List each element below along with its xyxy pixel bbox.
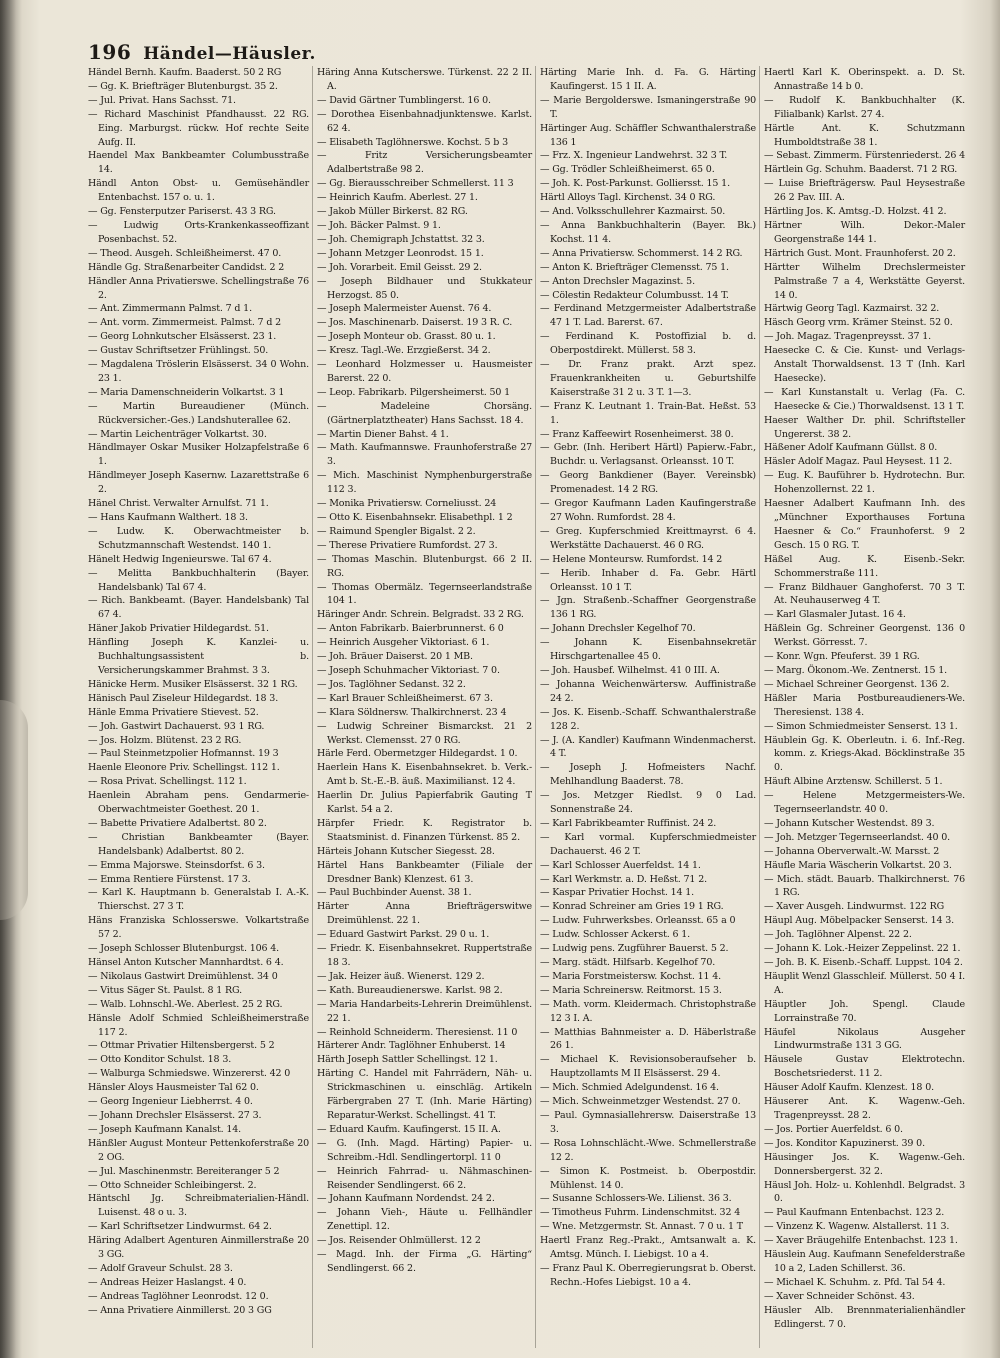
running-head: Händel—Häusler. (143, 44, 316, 64)
directory-entry: — Georg Ingenieur Liebherrst. 4 0. (88, 1096, 253, 1108)
directory-entry: Härting C. Handel mit Fahrrädern, Näh- u. Strickmaschinen u. einschläg. Artikeln Färbergraben 27 T. (Inh. Marie Härting) Reparatur-Werkst. Schellingst. 41 T. (317, 1068, 532, 1121)
binding-shadow (0, 0, 22, 1358)
directory-entry: — Gg. Trödler Schleißheimerst. 65 0. (540, 164, 715, 176)
directory-entry: — Anton K. Briefträger Clemensst. 75 1. (540, 261, 729, 273)
directory-entry: — Karl Glasmaler Jutast. 16 4. (764, 609, 906, 621)
directory-entry: — Paul Buchbinder Auenst. 38 1. (317, 887, 472, 899)
directory-entry: Händlmayer Oskar Musiker Holzapfelstraße 6 1. (88, 442, 309, 468)
column-2 (312, 66, 535, 1348)
directory-entry: — Ludw. Schlosser Ackerst. 6 1. (540, 929, 691, 941)
directory-entry: Häuslein Aug. Kaufmann Senefelderstraße 10 a 2, Laden Schillerst. 36. (764, 1249, 965, 1274)
directory-entry: — Karl K. Hauptmann b. Generalstab I. A.-K. Thierschst. 27 3 T. (88, 887, 309, 913)
directory-entry: — Heinrich Kaufm. Aberlest. 27 1. (317, 192, 478, 204)
directory-entry: — Thomas Maschin. Blutenburgst. 66 2 II. RG. (317, 553, 532, 579)
directory-entry: — Joseph Kaufmann Kanalst. 14. (88, 1123, 242, 1135)
directory-entry: — Simon K. Postmeist. b. Oberpostdir. Mühlenst. 14 0. (540, 1165, 756, 1191)
directory-entry: Hänsel Anton Kutscher Mannhardtst. 6 4. (88, 957, 284, 968)
directory-entry: — Hans Kaufmann Walthert. 18 3. (88, 512, 248, 523)
directory-entry: — Anton Fabrikarb. Baierbrunnerst. 6 0 (317, 623, 504, 635)
directory-entry: — Fritz Versicherungsbeamter Adalbertstraße 98 2. (317, 150, 532, 176)
directory-entry: — Gg. Bierausschreiber Schmellerst. 11 3 (317, 178, 514, 190)
directory-entry: Härtlein Gg. Schuhm. Baaderst. 71 2 RG. (764, 164, 958, 176)
directory-entry: Häuser Adolf Kaufm. Klenzest. 18 0. (764, 1082, 934, 1094)
directory-entry: — Franz Paul K. Oberregierungsrat b. Oberst. Rechn.-Hofes Liebigst. 10 a 4. (540, 1262, 756, 1288)
directory-entry: — Paul Kaufmann Entenbachst. 123 2. (764, 1207, 945, 1219)
directory-entry: Häns Franziska Schlosserswe. Volkartstraße 57 2. (88, 915, 309, 941)
directory-entry: — Ludwig Schreiner Bismarckst. 21 2 Werkst. Clemensst. 27 0 RG. (317, 720, 532, 746)
directory-entry: — Joh. Vorarbeit. Emil Geisst. 29 2. (317, 261, 482, 273)
directory-entry: — Karl Schriftsetzer Lindwurmst. 64 2. (88, 1221, 272, 1233)
directory-entry: — Mich. Maschinist Nymphenburgerstraße 112 3. (317, 470, 532, 496)
directory-entry: Häsch Georg vrm. Krämer Steinst. 52 0. (764, 317, 953, 329)
directory-entry: — Maria Schreinersw. Reitmorst. 15 3. (540, 984, 722, 996)
directory-entry: — Jakob Müller Birkerst. 82 RG. (317, 206, 468, 218)
directory-entry: — Otto Konditor Schulst. 18 3. (88, 1054, 232, 1066)
directory-entry: — Georg Lohnkutscher Elsässerst. 23 1. (88, 331, 277, 343)
directory-entry: — Georg Bankdiener (Bayer. Vereinsbk) Promenadest. 14 2 RG. (540, 470, 756, 496)
directory-entry: Händl Anton Obst- u. Gemüsehändler Entenbachst. 157 o. u. 1. (88, 178, 309, 204)
directory-entry: — Helene Monteursw. Rumfordst. 14 2 (540, 553, 723, 565)
directory-entry: — Gg. Fensterputzer Pariserst. 43 3 RG. (88, 206, 276, 218)
directory-entry: — Monika Privatiersw. Corneliusst. 24 (317, 498, 497, 510)
directory-entry: Haendel Max Bankbeamter Columbusstraße 14. (88, 150, 309, 176)
directory-entry: — Emma Rentiere Fürstenst. 17 3. (88, 873, 251, 885)
directory-entry: — Joh. B. K. Eisenb.-Schaff. Luppst. 104 2. (764, 957, 963, 968)
directory-entry: — Joh. Hausbef. Wilhelmst. 41 0 III. A. (540, 664, 720, 676)
directory-entry: Häufle Maria Wäscherin Volkartst. 20 3. (764, 859, 952, 871)
directory-entry: — Helene Metzgermeisters-We. Tegernseerlandstr. 40 0. (764, 790, 965, 816)
directory-entry: Härtel Hans Bankbeamter (Filiale der Dresdner Bank) Klenzest. 61 3. (317, 859, 532, 885)
directory-entry: — Franz Kaffeewirt Rosenheimerst. 38 0. (540, 428, 734, 440)
directory-entry: — Raimund Spengler Bigalst. 2 2. (317, 525, 476, 537)
directory-entry: Hänsler Aloys Hausmeister Tal 62 0. (88, 1082, 259, 1094)
directory-entry: — Jos. Portier Auerfeldst. 6 0. (764, 1123, 903, 1135)
directory-entry: — Wne. Metzgermstr. St. Annast. 7 0 u. 1 T (540, 1221, 743, 1233)
directory-entry: Härtter Wilhelm Drechslermeister Palmstraße 7 a 4, Werkstätte Geyerst. 14 0. (764, 261, 965, 301)
directory-entry: Häringer Andr. Schrein. Belgradst. 33 2 RG. (317, 609, 524, 621)
directory-entry: — Dr. Franz prakt. Arzt spez. Frauenkrankheiten u. Geburtshilfe Kaiserstraße 31 2 u. 3 T. 1—3. (540, 359, 756, 398)
directory-entry: Härtl Alloys Tagl. Kirchenst. 34 0 RG. (540, 192, 716, 204)
directory-entry: Härth Joseph Sattler Schellingst. 12 1. (317, 1054, 498, 1066)
directory-entry: — Madeleine Chorsäng. (Gärtnerplatztheater) Hans Sachsst. 18 4. (317, 400, 532, 426)
directory-entry: — Rich. Bankbeamt. (Bayer. Handelsbank) Tal 67 4. (88, 595, 309, 621)
directory-entry: — Therese Privatiere Rumfordst. 27 3. (317, 539, 498, 551)
directory-entry: Häßener Adolf Kaufmann Güllst. 8 0. (764, 442, 938, 454)
directory-entry: — Ludwig pens. Zugführer Bauerst. 5 2. (540, 943, 729, 955)
directory-entry: — Karl Werkmstr. a. D. Heßst. 71 2. (540, 873, 707, 885)
directory-entry: — Luise Briefträgersw. Paul Heysestraße 26 2 Pav. III. A. (764, 178, 965, 204)
directory-entry: — Kath. Bureaudienerswe. Karlst. 98 2. (317, 984, 503, 996)
directory-entry: — Joh. K. Post-Parkunst. Golliersst. 15 1. (540, 178, 730, 190)
directory-entry: — Joh. Bräuer Daiserst. 20 1 MB. (317, 651, 473, 663)
page-clip (0, 700, 28, 920)
directory-entry: — Jos. Konditor Kapuzinerst. 39 0. (764, 1137, 925, 1149)
directory-entry: Häufel Nikolaus Ausgeher Lindwurmstraße 131 3 GG. (764, 1026, 965, 1052)
directory-entry: — Johann Metzger Leonrodst. 15 1. (317, 247, 484, 259)
directory-entry: — Jos. Reisender Ohlmüllerst. 12 2 (317, 1235, 481, 1247)
directory-entry: — Jul. Privat. Hans Sachsst. 71. (88, 94, 236, 106)
directory-entry: — Leonhard Holzmesser u. Hausmeister Barerst. 22 0. (317, 359, 532, 384)
directory-entry: — Michael K. Schuhm. z. Pfd. Tal 54 4. (764, 1276, 946, 1288)
directory-entry: — Paul Steinmetzpolier Hofmannst. 19 3 (88, 748, 279, 760)
directory-entry: — Ludw. Fuhrwerksbes. Orleansst. 65 a 0 (540, 915, 736, 927)
directory-entry: — Elisabeth Taglöhnerswe. Kochst. 5 b 3 (317, 136, 508, 148)
directory-entry: Händel Bernh. Kaufm. Baaderst. 50 2 RG (88, 67, 282, 78)
directory-entry: — Johann Kutscher Westendst. 89 3. (764, 817, 935, 829)
directory-entry: Hänsle Adolf Schmied Schleißheimerstraße 117 2. (88, 1012, 309, 1038)
directory-entry: — Anton Drechsler Magazinst. 5. (540, 275, 695, 287)
directory-entry: Häßlein Gg. Schreiner Georgenst. 136 0 Werkst. Görresst. 7. (764, 623, 965, 649)
directory-entry: — Jak. Heizer äuß. Wienerst. 129 2. (317, 970, 485, 982)
directory-entry: Härtwig Georg Tagl. Kazmairst. 32 2. (764, 303, 940, 315)
directory-entry: — Adolf Graveur Schulst. 28 3. (88, 1262, 233, 1274)
directory-entry: — Herib. Inhaber d. Fa. Gebr. Härtl Orleansst. 10 1 T. (540, 567, 756, 593)
directory-entry: — Joseph J. Hofmeisters Nachf. Mehlhandlung Baaderst. 78. (540, 762, 756, 788)
directory-entry: — Marie Bergolderswe. Ismaningerstraße 90 T. (540, 94, 756, 120)
directory-entry: — Maria Handarbeits-Lehrerin Dreimühlenst. 22 1. (317, 998, 532, 1024)
column-3 (535, 66, 759, 1348)
directory-entry: Haenle Eleonore Priv. Schellingst. 112 1. (88, 762, 280, 774)
directory-entry: — Friedr. K. Eisenbahnsekret. Ruppertstraße 18 3. (317, 943, 532, 968)
directory-entry: — Walb. Lohnschl.-We. Aberlest. 25 2 RG. (88, 998, 283, 1010)
directory-entry: — Melitta Bankbuchhalterin (Bayer. Handelsbank) Tal 67 4. (88, 567, 309, 593)
directory-entry: — Greg. Kupferschmied Kreittmayrst. 6 4. Werkstätte Dachauerst. 46 0 RG. (540, 525, 756, 551)
directory-entry: Haeser Walther Dr. phil. Schriftsteller Ungererst. 38 2. (764, 414, 965, 440)
directory-entry: — Mich. städt. Bauarb. Thalkirchnerst. 76 1 RG. (764, 873, 965, 899)
directory-entry: — Johann K. Lok.-Heizer Zeppelinst. 22 1. (764, 943, 961, 955)
directory-entry: — Matthias Bahnmeister a. D. Häberlstraße 26 1. (540, 1026, 756, 1052)
directory-entry: Haerlein Hans K. Eisenbahnsekret. b. Verk.-Amt b. St.-E.-B. äuß. Maximilianst. 12 4. (317, 762, 532, 788)
directory-entry: — Karl Kunstanstalt u. Verlag (Fa. C. Haesecke & Cie.) Thorwaldsenst. 13 1 T. (764, 386, 965, 412)
directory-entry: Haerlin Dr. Julius Papierfabrik Gauting T Karlst. 54 a 2. (317, 790, 532, 816)
directory-entry: — Joh. Chemigraph Jchstattst. 32 3. (317, 233, 485, 245)
directory-entry: — Gebr. (Inh. Heribert Härtl) Papierw.-Fabr., Buchdr. u. Verlagsanst. Orleansst. 10 T. (540, 442, 756, 468)
directory-entry: — Anna Privatiere Ainmillerst. 20 3 GG (88, 1304, 272, 1316)
directory-entry: Härtling Jos. K. Amtsg.-D. Holzst. 41 2. (764, 206, 947, 218)
directory-entry: Häßel Aug. K. Eisenb.-Sekr. Schommerstraße 111. (764, 553, 965, 579)
directory-entry: Häßler Maria Postbureaudieners-We. Theresienst. 138 4. (764, 692, 965, 718)
directory-entry: — Joh. Magaz. Tragenpreysst. 37 1. (764, 331, 932, 343)
directory-entry: — David Gärtner Tumblingerst. 16 0. (317, 94, 491, 106)
directory-entry: — Franz K. Leutnant 1. Train-Bat. Heßst. 53 1. (540, 400, 756, 426)
directory-entry: — Michael Schreiner Georgenst. 136 2. (764, 678, 950, 690)
directory-entry: Hänßler August Monteur Pettenkoferstraße 20 2 OG. (88, 1137, 309, 1163)
directory-entry: — Gg. K. Briefträger Blutenburgst. 35 2. (88, 80, 278, 92)
directory-entry: — Thomas Obermälz. Tegernseerlandstraße 104 1. (317, 581, 532, 607)
directory-entry: — Ferdinand Metzgermeister Adalbertstraße 47 1 T. Lad. Barerst. 67. (540, 303, 756, 329)
directory-entry: — Eug. K. Bauführer b. Hydrotechn. Bur. Hohenzollernst. 22 1. (764, 470, 965, 496)
directory-entry: — Sebast. Zimmerm. Fürstenriederst. 26 4 (764, 150, 966, 162)
directory-entry: Hänelt Hedwig Ingenieurswe. Tal 67 4. (88, 553, 272, 565)
directory-entry: — Walburga Schmiedswe. Winzererst. 42 0 (88, 1068, 291, 1080)
directory-entry: — Math. vorm. Kleidermach. Christophstraße 12 3 I. A. (540, 998, 756, 1024)
directory-entry: — Rudolf K. Bankbuchhalter (K. Filialbank) Karlst. 27 4. (764, 94, 965, 120)
directory-entry: Häuplit Wenzl Glasschleif. Müllerst. 50 4 I. A. (764, 970, 965, 996)
directory-entry: — Cölestin Redakteur Columbusst. 14 T. (540, 289, 729, 301)
directory-entry: Häublein Gg. K. Oberleutn. i. 6. Inf.-Reg. komm. z. Kriegs-Akad. Böcklinstraße 35 0. (764, 734, 965, 774)
directory-entry: — Franz Bildhauer Ganghoferst. 70 3 T. At. Neuhauserweg 4 T. (764, 581, 965, 607)
directory-entry: — Math. Kaufmannswe. Fraunhoferstraße 27 3. (317, 442, 532, 468)
directory-entry: — Xaver Schneider Schönst. 43. (764, 1290, 915, 1302)
directory-entry: — Jgn. Straßenb.-Schaffner Georgenstraße 136 1 RG. (540, 595, 756, 621)
directory-entry: — Johann K. Eisenbahnsekretär Hirschgartenallee 45 0. (540, 637, 756, 663)
directory-entry: — Otto K. Eisenbahnsekr. Elisabethpl. 1 2 (317, 512, 513, 523)
directory-entry: Härtner Wilh. Dekor.-Maler Georgenstraße 144 1. (764, 219, 965, 245)
directory-entry: Händler Anna Privatierswe. Schellingstraße 76 2. (88, 275, 309, 301)
directory-entry: — Christian Bankbeamter (Bayer. Handelsbank) Adalbertst. 80 2. (88, 831, 309, 857)
directory-entry: — Johanna Weichenwärtersw. Auffinistraße 24 2. (540, 678, 756, 704)
directory-entry: — Johann Drechsler Kegelhof 70. (540, 623, 696, 635)
directory-entry: — Rosa Privat. Schellingst. 112 1. (88, 776, 247, 788)
directory-entry: — Joseph Schlosser Blutenburgst. 106 4. (88, 943, 280, 955)
directory-entry: — Joseph Monteur ob. Grasst. 80 u. 1. (317, 331, 496, 343)
directory-entry: Händle Gg. Straßenarbeiter Candidst. 2 2 (88, 261, 285, 273)
directory-entry: Häuserer Ant. K. Wagenw.-Geh. Tragenpreysst. 28 2. (764, 1096, 965, 1121)
directory-entry: Haertl Karl K. Oberinspekt. a. D. St. Annastraße 14 b 0. (764, 67, 965, 92)
directory-entry: Härle Ferd. Obermetzger Hildegardst. 1 0. (317, 748, 518, 760)
directory-entry: Haenlein Abraham pens. Gendarmerie-Oberwachtmeister Goethest. 20 1. (88, 790, 309, 816)
directory-entry: — Simon Schmiedmeister Senserst. 13 1. (764, 720, 958, 732)
directory-entry: — Martin Bureaudiener (Münch. Rückversicher.-Ges.) Landshuterallee 62. (88, 400, 309, 426)
directory-entry: — Maria Damenschneiderin Volkartst. 3 1 (88, 386, 285, 398)
directory-entry: — Xaver Ausgeh. Lindwurmst. 122 RG (764, 901, 945, 913)
directory-entry: Häuft Albine Arztensw. Schillerst. 5 1. (764, 776, 943, 788)
directory-entry: — Ferdinand K. Postoffizial b. d. Oberpostdirekt. Müllerst. 58 3. (540, 331, 756, 357)
directory-entry: Häusinger Jos. K. Wagenw.-Geh. Donnersbergerst. 32 2. (764, 1151, 965, 1177)
directory-entry: — Vinzenz K. Wagenw. Alstallerst. 11 3. (764, 1221, 950, 1233)
directory-entry: — Nikolaus Gastwirt Dreimühlenst. 34 0 (88, 970, 278, 982)
directory-entry: — Joh. Metzger Tegernseerlandst. 40 0. (764, 831, 950, 843)
directory-entry: Häusele Gustav Elektrotechn. Boschetsriederst. 11 2. (764, 1054, 965, 1080)
directory-entry: — Joh. Taglöhner Alpenst. 22 2. (764, 929, 912, 941)
directory-entry: — Otto Schneider Schleibingerst. 2. (88, 1179, 257, 1191)
directory-entry: — Ant. vorm. Zimmermeist. Palmst. 7 d 2 (88, 317, 282, 329)
directory-entry: — Gregor Kaufmann Laden Kaufingerstraße 27 Wohn. Rumfordst. 28 4. (540, 498, 756, 523)
directory-entry: — Richard Maschinist Pfandhausst. 22 RG. Eing. Marburgst. rückw. Hof rechte Seite Aufg. II. (88, 108, 309, 148)
directory-entry: Hänicke Herm. Musiker Elsässerst. 32 1 RG. (88, 678, 298, 690)
directory-entry: — Anna Privatiersw. Schommerst. 14 2 RG. (540, 247, 743, 259)
directory-entry: — J. (A. Kandler) Kaufmann Windenmacherst. 4 T. (540, 734, 756, 760)
directory-entry: — Paul. Gymnasiallehrersw. Daiserstraße 13 3. (540, 1109, 756, 1135)
directory-entry: — Martin Leichenträger Volkartst. 30. (88, 428, 267, 440)
directory-entry: Härtrich Gust. Mont. Fraunhoferst. 20 2. (764, 247, 956, 259)
directory-entry: — Rosa Lohnschlächt.-Wwe. Schmellerstraße 12 2. (540, 1137, 756, 1163)
directory-entry: Häner Jakob Privatier Hildegardst. 51. (88, 623, 269, 635)
directory-entry: Härting Marie Inh. d. Fa. G. Härting Kaufingerst. 15 1 II. A. (540, 67, 756, 92)
directory-entry: Häsler Adolf Magaz. Paul Heysest. 11 2. (764, 456, 953, 468)
directory-entry: — Theod. Ausgeh. Schleißheimerst. 47 0. (88, 247, 282, 259)
directory-entry: — Heinrich Ausgeher Viktoriast. 6 1. (317, 637, 490, 649)
directory-columns (88, 66, 968, 1348)
directory-entry: — Ludwig Orts-Krankenkasseoffizant Posenbachst. 52. (88, 219, 309, 245)
directory-entry: — Reinhold Schneiderm. Theresienst. 11 0 (317, 1026, 518, 1038)
directory-entry: — Andreas Heizer Haslangst. 4 0. (88, 1276, 247, 1288)
column-4 (759, 66, 968, 1348)
directory-entry: — Leop. Fabrikarb. Pilgersheimerst. 50 1 (317, 386, 511, 398)
directory-entry: — Joseph Bildhauer und Stukkateur Herzogst. 85 0. (317, 275, 532, 301)
directory-entry: Haertl Franz Reg.-Prakt., Amtsanwalt a. K. Amtsg. Münch. I. Liebigst. 10 a 4. (540, 1235, 756, 1261)
directory-entry: Hänisch Paul Ziseleur Hildegardst. 18 3. (88, 692, 279, 704)
directory-entry: — Karl Fabrikbeamter Ruffinist. 24 2. (540, 817, 717, 829)
directory-entry: — Johann Vieh-, Häute u. Fellhändler Zenettipl. 12. (317, 1207, 532, 1233)
directory-entry: — Marg. Ökonom.-We. Zentnerst. 15 1. (764, 664, 947, 676)
directory-entry: — Marg. städt. Hilfsarb. Kegelhof 70. (540, 957, 716, 968)
directory-entry: — Timotheus Fuhrm. Lindenschmitst. 32 4 (540, 1207, 741, 1219)
directory-entry: — Andreas Taglöhner Leonrodst. 12 0. (88, 1290, 269, 1302)
directory-entry: — Anna Bankbuchhalterin (Bayer. Bk.) Kochst. 11 4. (540, 219, 756, 245)
directory-entry: — Karl Schlosser Auerfeldst. 14 1. (540, 859, 701, 871)
directory-entry: Häring Adalbert Agenturen Ainmillerstraße 20 3 GG. (88, 1235, 309, 1261)
directory-entry: Härterer Andr. Taglöhner Enhuberst. 14 (317, 1040, 506, 1052)
directory-entry: — Karl Brauer Schleißheimerst. 67 3. (317, 692, 493, 704)
directory-entry: — Mich. Schmied Adelgundenst. 16 4. (540, 1082, 719, 1094)
directory-entry: — Konrad Schreiner am Gries 19 1 RG. (540, 901, 724, 913)
directory-entry: — Emma Majorswe. Steinsdorfst. 6 3. (88, 859, 265, 871)
directory-entry: — Johann Drechsler Elsässerst. 27 3. (88, 1109, 262, 1121)
directory-entry: — Gustav Schriftsetzer Frühlingst. 50. (88, 345, 269, 357)
directory-entry: — Jul. Maschinenmstr. Bereiteranger 5 2 (88, 1165, 280, 1177)
directory-entry: Härter Anna Briefträgerswitwe Dreimühlenst. 22 1. (317, 901, 532, 927)
directory-entry: Härpfer Friedr. K. Registrator b. Staatsminist. d. Finanzen Türkenst. 85 2. (317, 817, 532, 843)
directory-entry: — Susanne Schlossers-We. Lilienst. 36 3. (540, 1193, 732, 1205)
directory-entry: Händlmeyer Joseph Kasernw. Lazarettstraße 6 2. (88, 470, 309, 496)
page-number: 196 (88, 40, 132, 64)
directory-entry: Häusler Alb. Brennmaterialienhändler Edlingerst. 7 0. (764, 1304, 965, 1330)
directory-entry: — Maria Forstmeistersw. Kochst. 11 4. (540, 970, 721, 982)
directory-entry: — Dorothea Eisenbahnadjunktenswe. Karlst. 62 4. (317, 108, 532, 134)
directory-entry: — Joh. Gastwirt Dachauerst. 93 1 RG. (88, 720, 265, 732)
directory-entry: — Klara Söldnersw. Thalkirchnerst. 23 4 (317, 706, 507, 718)
directory-entry: Häntschl Jg. Schreibmaterialien-Händl. Luisenst. 48 o u. 3. (88, 1193, 309, 1219)
directory-entry: — G. (Inh. Magd. Härting) Papier- u. Schreibm.-Hdl. Sendlingertorpl. 11 0 (317, 1137, 532, 1163)
directory-entry: — Vitus Säger St. Paulst. 8 1 RG. (88, 984, 243, 996)
directory-entry: Hänle Emma Privatiere Stievest. 52. (88, 706, 259, 718)
directory-entry: — Ottmar Privatier Hiltensbergerst. 5 2 (88, 1040, 275, 1052)
directory-entry: — Magd. Inh. der Firma „G. Härting“ Sendlingerst. 66 2. (317, 1249, 532, 1274)
directory-entry: Haesecke C. & Cie. Kunst- und Verlags-Anstalt Thorwaldsenst. 13 T (Inh. Karl Haesecke). (764, 345, 965, 384)
directory-entry: — Jos. Holzm. Blütenst. 23 2 RG. (88, 734, 242, 746)
directory-entry: Härteis Johann Kutscher Siegesst. 28. (317, 845, 495, 857)
directory-entry: Haesner Adalbert Kaufmann Inh. des „Münchner Exporthauses Fortuna Haesner & Co.“ Fraunhoferst. 9 2 Gesch. 15 0 RG. T. (764, 498, 965, 551)
directory-entry: — Kaspar Privatier Hochst. 14 1. (540, 887, 695, 899)
directory-entry: Hänfling Joseph K. Kanzlei- u. Buchhaltungsassistent b. Versicherungskammer Brahmst. 3 3. (88, 637, 309, 676)
directory-entry: — Michael K. Revisionsoberaufseher b. Hauptzollamts M II Elsässerst. 29 4. (540, 1054, 756, 1080)
directory-entry: Häupl Aug. Möbelpacker Senserst. 14 3. (764, 915, 954, 927)
directory-entry: — Jos. Maschinenarb. Daiserst. 19 3 R. C. (317, 317, 513, 329)
directory-entry: Häusl Joh. Holz- u. Kohlenhdl. Belgradst. 3 0. (764, 1179, 965, 1205)
directory-entry: — Joh. Bäcker Palmst. 9 1. (317, 219, 441, 231)
directory-entry: Häuptler Joh. Spengl. Claude Lorrainstraße 70. (764, 998, 965, 1024)
directory-entry: — Joseph Malermeister Auenst. 76 4. (317, 303, 492, 315)
directory-entry: — Heinrich Fahrrad- u. Nähmaschinen-Reisender Sendlingerst. 66 2. (317, 1165, 532, 1191)
directory-entry: Hänel Christ. Verwalter Arnulfst. 71 1. (88, 498, 269, 510)
directory-entry: — Martin Diener Bahst. 4 1. (317, 428, 449, 440)
directory-entry: — Ludw. K. Oberwachtmeister b. Schutzmannschaft Westendst. 140 1. (88, 525, 309, 551)
column-1 (88, 66, 312, 1348)
directory-entry: — Jos. Taglöhner Sedanst. 32 2. (317, 678, 466, 690)
directory-entry: Härtinger Aug. Schäffler Schwanthalerstraße 136 1 (540, 122, 756, 148)
directory-entry: — Konr. Wgn. Pfeuferst. 39 1 RG. (764, 651, 920, 663)
directory-entry: Härtle Ant. K. Schutzmann Humboldtstraße 38 1. (764, 122, 965, 148)
directory-entry: — Johann Kaufmann Nordendst. 24 2. (317, 1193, 495, 1205)
directory-entry: — Eduard Gastwirt Parkst. 29 0 u. 1. (317, 929, 490, 941)
directory-entry: — Kresz. Tagl.-We. Erzgießerst. 34 2. (317, 345, 491, 357)
directory-entry: — Eduard Kaufm. Kaufingerst. 15 II. A. (317, 1123, 501, 1135)
directory-entry: — Jos. K. Eisenb.-Schaff. Schwanthalerstraße 128 2. (540, 706, 756, 732)
directory-entry: — Ant. Zimmermann Palmst. 7 d 1. (88, 303, 252, 315)
directory-entry: — Mich. Schweinmetzger Westendst. 27 0. (540, 1096, 741, 1108)
directory-entry: — Xaver Bräugehilfe Entenbachst. 123 1. (764, 1235, 958, 1247)
directory-entry: — Jos. Metzger Riedlst. 9 0 Lad. Sonnenstraße 24. (540, 790, 756, 816)
directory-entry: Häring Anna Kutscherswe. Türkenst. 22 2 II. A. (317, 67, 532, 92)
directory-entry: — Magdalena Tröslerin Elsässerst. 34 0 Wohn. 23 1. (88, 359, 309, 384)
directory-entry: — And. Volksschullehrer Kazmairst. 50. (540, 206, 726, 218)
directory-entry: — Joseph Schuhmacher Viktoriast. 7 0. (317, 664, 500, 676)
directory-entry: — Karl vormal. Kupferschmiedmeister Dachauerst. 46 2 T. (540, 831, 756, 857)
directory-entry: — Johanna Oberverwalt.-W. Marsst. 2 (764, 845, 940, 857)
directory-entry: — Babette Privatiere Adalbertst. 80 2. (88, 817, 267, 829)
directory-entry: — Frz. X. Ingenieur Landwehrst. 32 3 T. (540, 150, 728, 162)
